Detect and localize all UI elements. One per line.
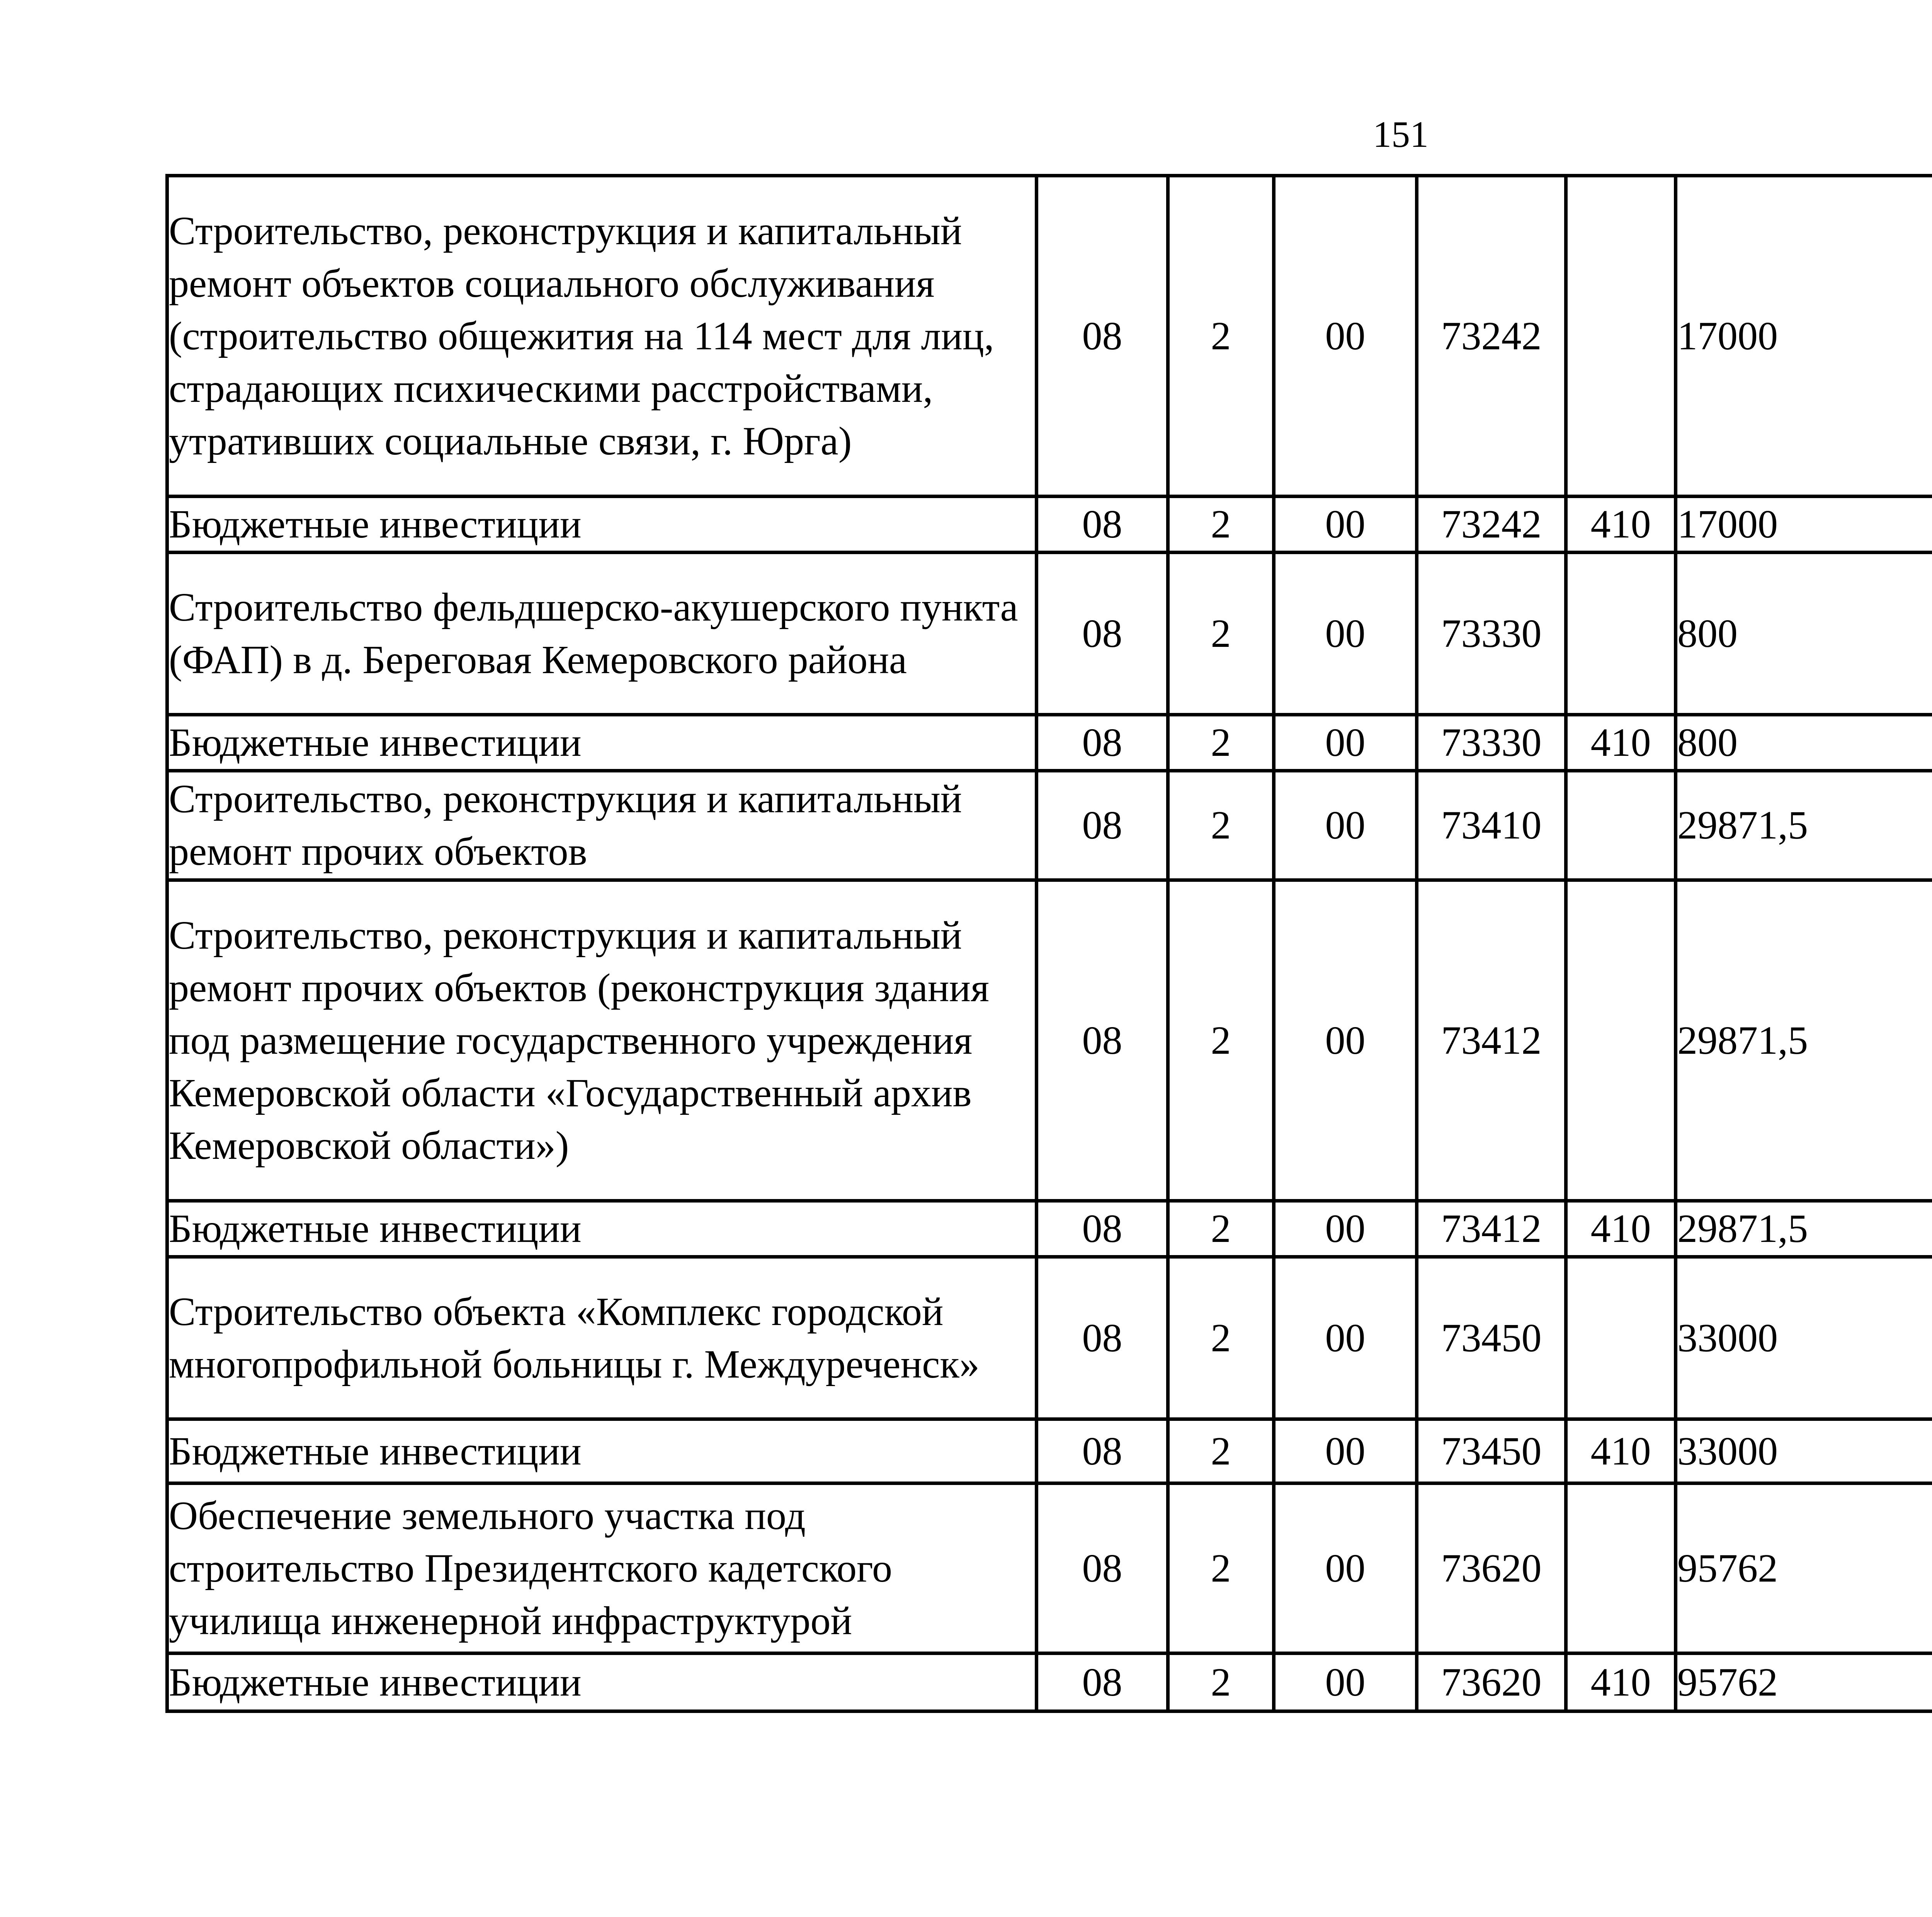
subprogram-code: 00	[1274, 553, 1417, 715]
section-code: 08	[1037, 1653, 1168, 1711]
direction-code: 73620	[1417, 1483, 1566, 1653]
direction-code: 73450	[1417, 1257, 1566, 1419]
program-code: 2	[1168, 497, 1274, 553]
subprogram-code: 00	[1274, 1257, 1417, 1419]
expense-type-code: 410	[1566, 497, 1676, 553]
expense-type-code	[1566, 1257, 1676, 1419]
subprogram-code: 00	[1274, 880, 1417, 1201]
sum-year-1: 95762	[1676, 1653, 1932, 1711]
direction-code: 73242	[1417, 176, 1566, 497]
subprogram-code: 00	[1274, 1419, 1417, 1483]
table-row	[167, 1483, 1932, 1653]
expense-type-code	[1566, 880, 1676, 1201]
direction-code: 73620	[1417, 1653, 1566, 1711]
table-row	[167, 880, 1932, 1201]
sum-year-1: 29871,5	[1676, 1201, 1932, 1257]
subprogram-code: 00	[1274, 1653, 1417, 1711]
subprogram-code: 00	[1274, 176, 1417, 497]
program-code: 2	[1168, 1201, 1274, 1257]
section-code: 08	[1037, 176, 1168, 497]
sum-year-1: 17000	[1676, 176, 1932, 497]
row-name: Обеспечение земельного участка под строительство Президентского кадетского училища инженерной инфраструктурой	[167, 1483, 1037, 1653]
section-code: 08	[1037, 771, 1168, 880]
table-row	[167, 176, 1932, 497]
expense-type-code: 410	[1566, 1201, 1676, 1257]
direction-code: 73410	[1417, 771, 1566, 880]
program-code: 2	[1168, 553, 1274, 715]
sum-year-1: 29871,5	[1676, 880, 1932, 1201]
row-name: Строительство объекта «Комплекс городской многопрофильной больницы г. Междуреченск»	[167, 1257, 1037, 1419]
program-code: 2	[1168, 176, 1274, 497]
table-row	[167, 1653, 1932, 1711]
program-code: 2	[1168, 1419, 1274, 1483]
subprogram-code: 00	[1274, 1483, 1417, 1653]
subprogram-code: 00	[1274, 715, 1417, 771]
sum-year-1: 95762	[1676, 1483, 1932, 1653]
direction-code: 73242	[1417, 497, 1566, 553]
section-code: 08	[1037, 1257, 1168, 1419]
section-code: 08	[1037, 880, 1168, 1201]
expense-type-code: 410	[1566, 1653, 1676, 1711]
row-name: Бюджетные инвестиции	[167, 715, 1037, 771]
expense-type-code	[1566, 176, 1676, 497]
subprogram-code: 00	[1274, 1201, 1417, 1257]
sum-year-1: 33000	[1676, 1419, 1932, 1483]
sum-year-1: 33000	[1676, 1257, 1932, 1419]
section-code: 08	[1037, 553, 1168, 715]
table-row	[167, 553, 1932, 715]
table-row	[167, 715, 1932, 771]
sum-year-1: 800	[1676, 715, 1932, 771]
direction-code: 73412	[1417, 880, 1566, 1201]
program-code: 2	[1168, 1257, 1274, 1419]
sum-year-1: 17000	[1676, 497, 1932, 553]
table-row	[167, 1201, 1932, 1257]
sum-year-1: 29871,5	[1676, 771, 1932, 880]
program-code: 2	[1168, 1653, 1274, 1711]
direction-code: 73412	[1417, 1201, 1566, 1257]
section-code: 08	[1037, 1419, 1168, 1483]
row-name: Строительство, реконструкция и капитальный ремонт прочих объектов (реконструкция здания под размещение государственного учреждения Кемеровской области «Государственный архив Кемеровской области»)	[167, 880, 1037, 1201]
direction-code: 73450	[1417, 1419, 1566, 1483]
row-name: Бюджетные инвестиции	[167, 1419, 1037, 1483]
direction-code: 73330	[1417, 715, 1566, 771]
program-code: 2	[1168, 1483, 1274, 1653]
table-row	[167, 1419, 1932, 1483]
page-number: 151	[1373, 114, 1429, 155]
row-name: Строительство, реконструкция и капитальный ремонт объектов социального обслуживания (строительство общежития на 114 мест для лиц, страдающих психическими расстройствами, утративших социальные связи, г. Юрга)	[167, 176, 1037, 497]
expense-type-code	[1566, 771, 1676, 880]
sum-year-1: 800	[1676, 553, 1932, 715]
expense-type-code: 410	[1566, 1419, 1676, 1483]
section-code: 08	[1037, 715, 1168, 771]
section-code: 08	[1037, 1201, 1168, 1257]
expense-type-code	[1566, 553, 1676, 715]
program-code: 2	[1168, 771, 1274, 880]
row-name: Бюджетные инвестиции	[167, 1201, 1037, 1257]
row-name: Строительство, реконструкция и капитальный ремонт прочих объектов	[167, 771, 1037, 880]
row-name: Строительство фельдшерско-акушерского пункта (ФАП) в д. Береговая Кемеровского района	[167, 553, 1037, 715]
section-code: 08	[1037, 497, 1168, 553]
row-name: Бюджетные инвестиции	[167, 497, 1037, 553]
program-code: 2	[1168, 715, 1274, 771]
section-code: 08	[1037, 1483, 1168, 1653]
row-name: Бюджетные инвестиции	[167, 1653, 1037, 1711]
table-row	[167, 771, 1932, 880]
budget-table	[165, 174, 1932, 1713]
table-row	[167, 497, 1932, 553]
direction-code: 73330	[1417, 553, 1566, 715]
table-row	[167, 1257, 1932, 1419]
expense-type-code	[1566, 1483, 1676, 1653]
program-code: 2	[1168, 880, 1274, 1201]
expense-type-code: 410	[1566, 715, 1676, 771]
subprogram-code: 00	[1274, 497, 1417, 553]
subprogram-code: 00	[1274, 771, 1417, 880]
